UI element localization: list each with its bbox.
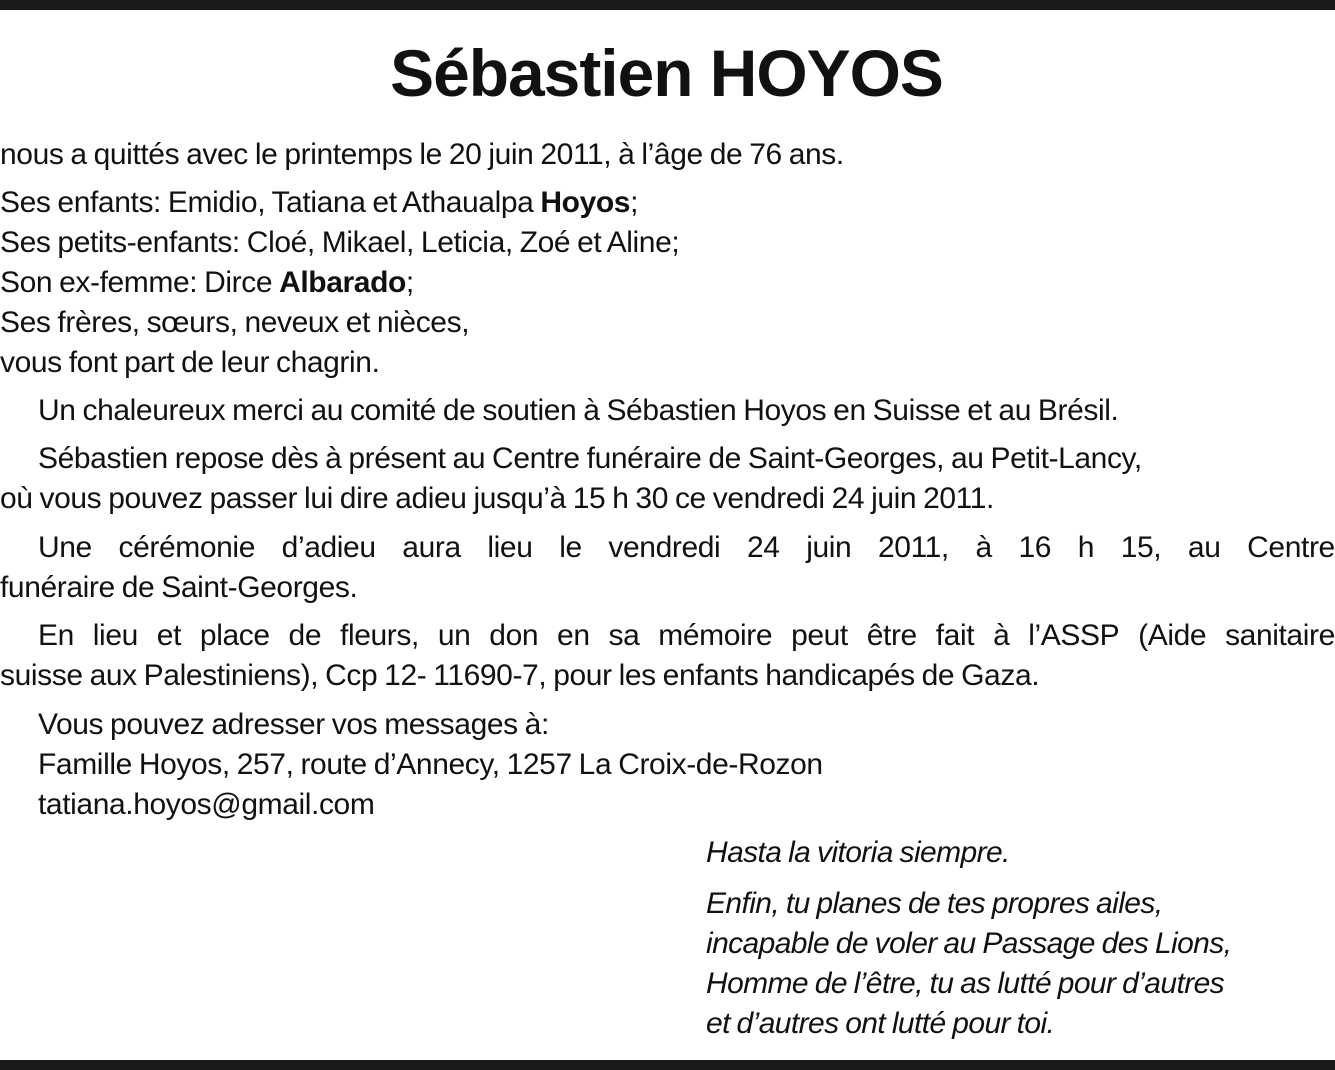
children-line (0, 183, 638, 223)
word: à (993, 619, 1010, 652)
word: 15, (1120, 531, 1162, 564)
word: le (559, 531, 582, 564)
word: peut (791, 619, 848, 652)
motto: Hasta la vitoria siempre. (706, 836, 1010, 869)
donation-paragraph-line-1 (38, 616, 1335, 656)
ex-wife-suffix: ; (405, 266, 414, 299)
grandchildren-line: Ses petits-enfants: Cloé, Mikael, Leticia, Zoé et Aline; (0, 226, 680, 259)
word: Centre (1247, 531, 1335, 564)
word: juin (806, 531, 852, 564)
bottom-border-rule (0, 1060, 1335, 1070)
poem-line-4: et d’autres ont lutté pour toi. (706, 1007, 1055, 1040)
donation-paragraph-line-2: suisse aux Palestiniens), Ccp 12- 11690-7, pour les enfants handicapés de Gaza. (0, 659, 1040, 692)
word: aura (402, 531, 461, 564)
children-suffix: ; (630, 186, 638, 219)
word: sa (608, 619, 640, 652)
ex-wife-surname: Albarado (279, 266, 406, 299)
word: et (156, 619, 182, 652)
ex-wife-line (0, 263, 414, 303)
word: l’ASSP (1028, 619, 1120, 652)
word: (Aide (1138, 619, 1207, 652)
word: h (1077, 531, 1095, 564)
family-closing-line: vous font part de leur chagrin. (0, 346, 380, 379)
word: d’adieu (281, 531, 376, 564)
word: fleurs, (340, 619, 419, 652)
word: mémoire (658, 619, 773, 652)
poem-line-2: incapable de voler au Passage des Lions, (706, 927, 1232, 960)
word: au (1187, 531, 1221, 564)
ex-wife-prefix: Son ex-femme: Dirce (0, 266, 280, 299)
poem-line-1: Enfin, tu planes de tes propres ailes, (706, 887, 1163, 920)
word: un (437, 619, 471, 652)
word: lieu (487, 531, 533, 564)
word: 2011, (878, 531, 949, 564)
rest-paragraph-line-2: où vous pouvez passer lui dire adieu jusqu’à 15 h 30 ce vendredi 24 juin 2011. (0, 482, 994, 515)
rest-paragraph-line-1: Sébastien repose dès à présent au Centre funéraire de Saint-Georges, au Petit-Lancy, (38, 442, 1142, 475)
word: être (866, 619, 917, 652)
intro-line: nous a quittés avec le printemps le 20 juin 2011, à l’âge de 76 ans. (0, 138, 844, 171)
word: place (199, 619, 270, 652)
word: 24 (746, 531, 780, 564)
deceased-name-title: Sébastien HOYOS (390, 36, 943, 110)
ceremony-paragraph-line-2: funéraire de Saint-Georges. (0, 571, 358, 604)
word: lieu (92, 619, 138, 652)
word: Une (38, 531, 92, 564)
contact-intro: Vous pouvez adresser vos messages à: (38, 708, 549, 741)
word: vendredi (608, 531, 721, 564)
word: à (975, 531, 992, 564)
word: 16 (1018, 531, 1052, 564)
word: cérémonie (118, 531, 255, 564)
children-surname: Hoyos (540, 186, 631, 219)
children-prefix: Ses enfants: Emidio, Tatiana et Athaualpa (0, 186, 541, 219)
word: de (288, 619, 322, 652)
poem-line-3: Homme de l’être, tu as lutté pour d’autres (706, 967, 1225, 1000)
contact-address: Famille Hoyos, 257, route d’Annecy, 1257 La Croix-de-Rozon (38, 748, 823, 781)
contact-email: tatiana.hoyos@gmail.com (38, 788, 375, 821)
top-border-rule (0, 0, 1335, 10)
word: En (38, 619, 74, 652)
siblings-line: Ses frères, sœurs, neveux et nièces, (0, 306, 470, 339)
word: en (557, 619, 590, 652)
word: don (489, 619, 539, 652)
thanks-paragraph: Un chaleureux merci au comité de soutien à Sébastien Hoyos en Suisse et au Brésil. (38, 394, 1119, 427)
word: sanitaire (1225, 619, 1335, 652)
word: fait (935, 619, 975, 652)
ceremony-paragraph-line-1 (38, 528, 1335, 568)
